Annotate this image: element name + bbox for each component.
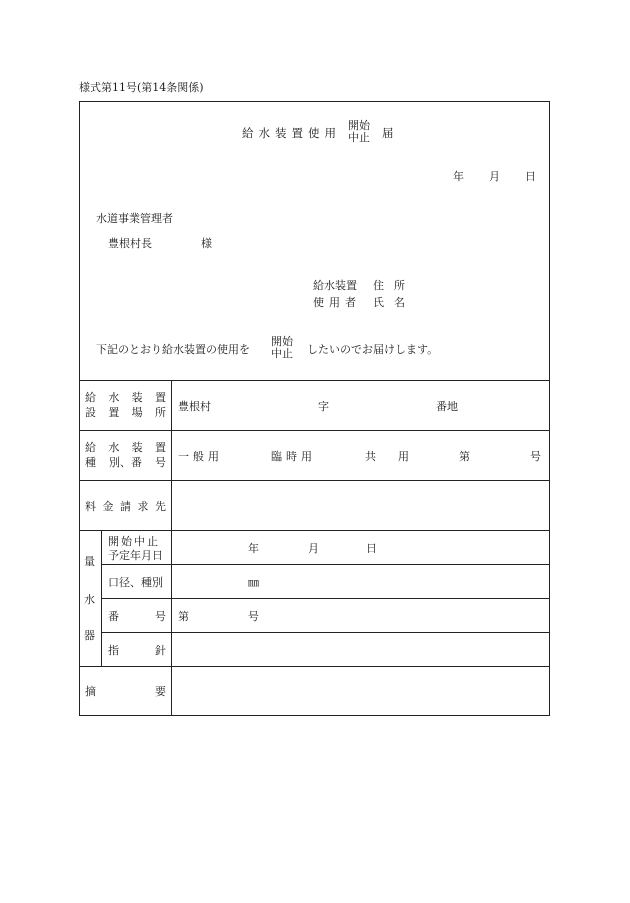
addressee-honorific: 様 <box>201 237 212 250</box>
location-label-line2: 設 置 場 所 <box>85 406 166 419</box>
meter-date-day: 日 <box>366 542 377 555</box>
kind-label-line2: 種 別、番 号 <box>85 456 166 469</box>
meter-caliber-label: 口径、種別 <box>108 576 163 589</box>
meter-caliber-unit: ㎜ <box>248 576 259 589</box>
kind-general: 一般用 <box>178 450 223 463</box>
applicant-address-label: 住所 <box>373 279 415 292</box>
billing-label: 料 金 請 求 先 <box>85 500 166 513</box>
statement-option-stop: 中止 <box>271 347 293 360</box>
title-option-stop: 中止 <box>348 131 370 144</box>
form-number: 様式第11号(第14条関係) <box>79 81 204 94</box>
addressee-org: 水道事業管理者 <box>96 212 173 225</box>
meter-number-go: 号 <box>248 610 259 623</box>
meter-reading-label: 指 針 <box>108 644 166 657</box>
meter-start-stop-label-2: 予定年月日 <box>108 549 163 562</box>
meter-label-char: 水 <box>84 593 95 606</box>
meter-start-stop-label-1: 開始中止 <box>108 535 160 548</box>
statement-suffix: したいのでお届けします。 <box>307 343 439 356</box>
kind-dai: 第 <box>459 450 470 463</box>
label-column-divider <box>171 380 172 716</box>
table-top-border <box>79 380 550 381</box>
date-day-label: 日 <box>525 170 536 183</box>
meter-number-dai: 第 <box>178 610 189 623</box>
remarks-label: 摘 要 <box>85 685 166 698</box>
addressee-name: 豊根村長 <box>108 237 152 250</box>
title-option-start: 開始 <box>348 119 370 132</box>
meter-label-char: 器 <box>84 629 95 642</box>
location-aza: 字 <box>318 400 329 413</box>
kind-temporary: 臨時用 <box>271 450 316 463</box>
applicant-name-label: 氏名 <box>373 296 415 309</box>
kind-shared: 共 用 <box>365 450 409 463</box>
row-divider <box>79 480 550 481</box>
meter-number-label: 番 号 <box>108 610 166 623</box>
meter-label-char: 量 <box>84 555 95 568</box>
meter-row-divider <box>101 632 550 633</box>
location-village: 豊根村 <box>178 400 211 413</box>
kind-label-line1: 給 水 装 置 <box>85 441 166 454</box>
meter-date-year: 年 <box>248 542 259 555</box>
kind-go: 号 <box>530 450 541 463</box>
row-divider <box>79 430 550 431</box>
applicant-role-line2: 使用者 <box>313 296 361 309</box>
row-divider <box>79 530 550 531</box>
statement-prefix: 下記のとおり給水装置の使用を <box>96 343 250 356</box>
statement-option-start: 開始 <box>271 335 293 348</box>
statement-option-group <box>271 336 293 359</box>
meter-group-divider <box>101 530 102 666</box>
meter-row-divider <box>101 598 550 599</box>
date-year-label: 年 <box>453 170 464 183</box>
form-title: 給水装置使用 <box>242 126 341 140</box>
row-divider <box>79 666 550 667</box>
meter-row-divider <box>101 564 550 565</box>
meter-date-month: 月 <box>308 542 319 555</box>
applicant-role-line1: 給水装置 <box>313 279 357 292</box>
location-banchi: 番地 <box>436 400 458 413</box>
title-option-group <box>348 120 370 143</box>
date-month-label: 月 <box>489 170 500 183</box>
title-suffix: 届 <box>382 126 394 140</box>
location-label-line1: 給 水 装 置 <box>85 391 166 404</box>
